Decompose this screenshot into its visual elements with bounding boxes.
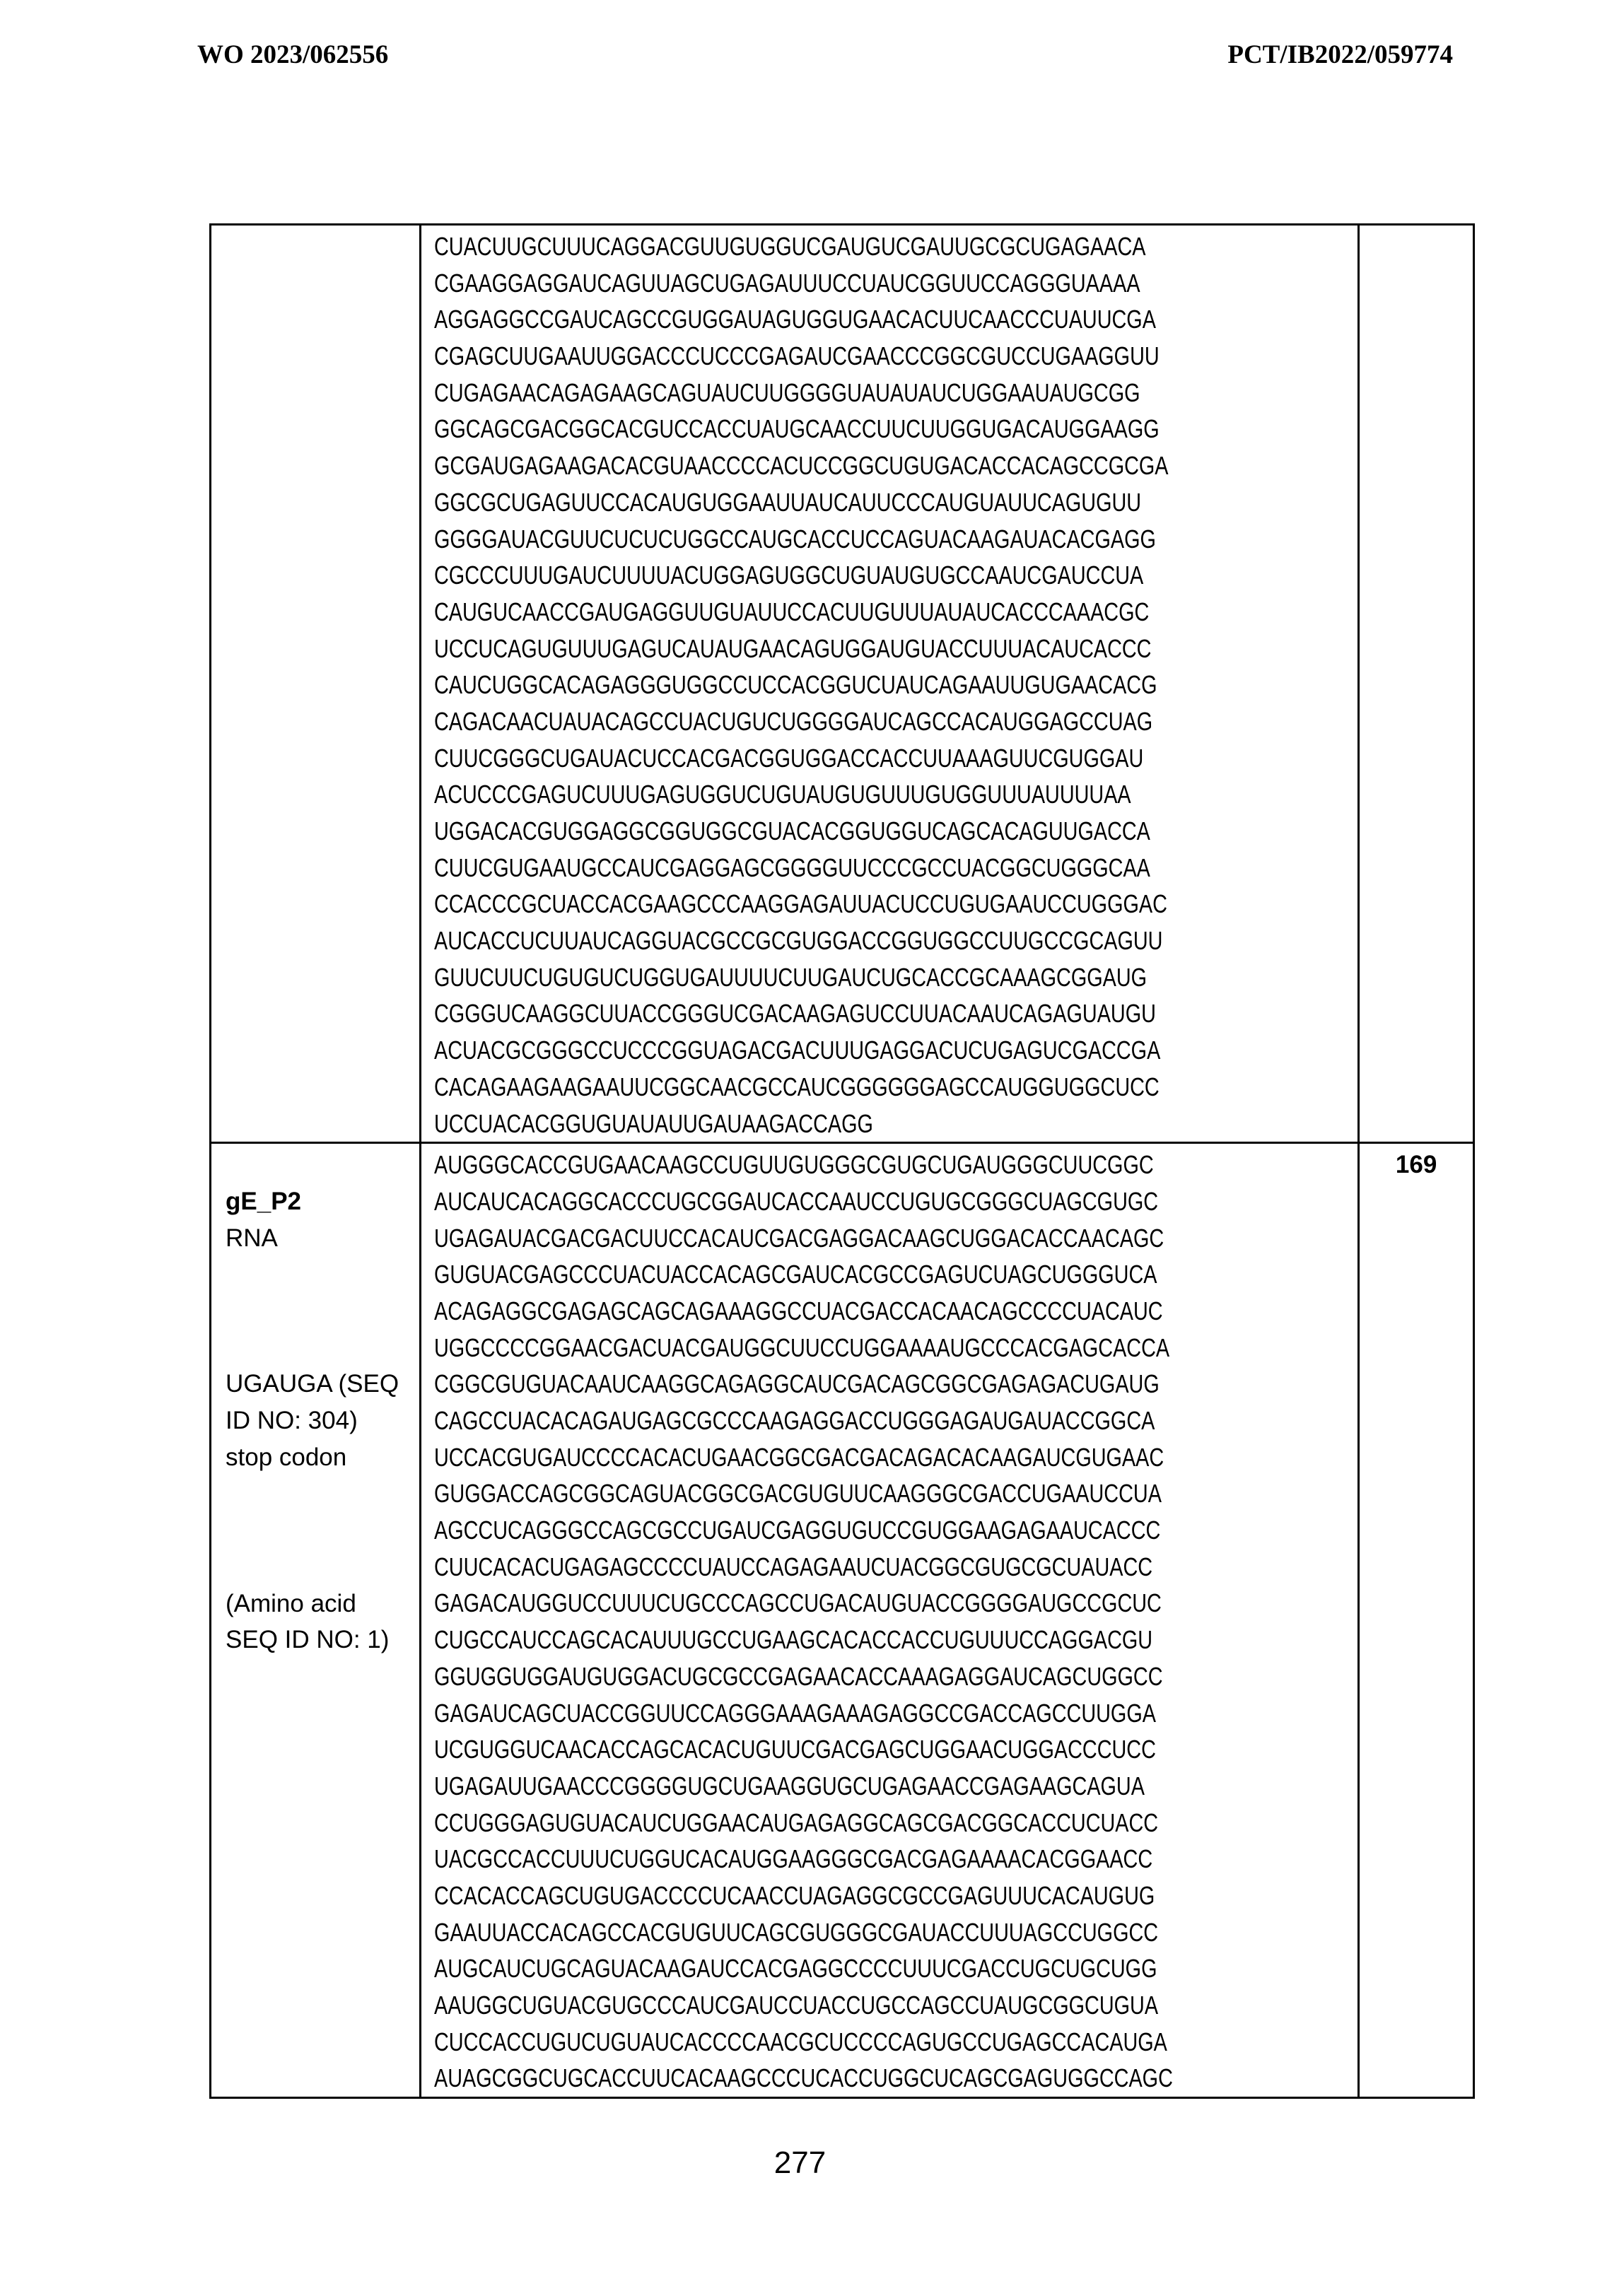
- sequence-line: ACUCCCGAGUCUUUGAGUGGUCUGUAUGUGUUUGUGGUUUAUUUUAA: [434, 776, 1173, 813]
- sequence-line: GCGAUGAGAAGACACGUAACCCCACUCCGGCUGUGACACCACAGCCGCGA: [434, 447, 1173, 484]
- sequence-line: CAUCUGGCACAGAGGGUGGCCUCCACGGUCUAUCAGAAUUGUGAACACG: [434, 667, 1173, 703]
- application-number: PCT/IB2022/059774: [1227, 40, 1453, 70]
- sequence-line: ACUACGCGGGCCUCCCGGUAGACGACUUUGAGGACUCUGAGUCGACCGA: [434, 1032, 1173, 1069]
- sequence-line: UCGUGGUCAACACCAGCACACUGUUCGACGAGCUGGAACUGGACCCUCC: [434, 1731, 1173, 1768]
- sequence-line: CCACACCAGCUGUGACCCCUCAACCUAGAGGCGCCGAGUUUCACAUGUG: [434, 1878, 1173, 1914]
- sequence-line: CCACCCGCUACCACGAAGCCCAAGGAGAUUACUCCUGUGAAUCCUGGGAC: [434, 886, 1173, 922]
- construct-name: gE_P2: [226, 1188, 301, 1215]
- sequence-line: UCCUACACGGUGUAUAUUGAUAAGACCAGG: [434, 1106, 1173, 1142]
- sequence-line: CGCCCUUUGAUCUUUUACUGGAGUGGCUGUAUGUGCCAAUCGAUCCUA: [434, 557, 1173, 594]
- sequence-line: CUUCGGGCUGAUACUCCACGACGGUGGACCACCUUAAAGUUCGUGGAU: [434, 740, 1173, 777]
- sequence-line: AGCCUCAGGGCCAGCGCCUGAUCGAGGUGUCCGUGGAAGAGAAUCACCC: [434, 1512, 1173, 1549]
- description-cell: [211, 225, 421, 1143]
- sequence-line: UACGCCACCUUUCUGGUCACAUGGAAGGGCGACGAGAAAACACGGAACC: [434, 1841, 1173, 1878]
- sequence-line: GAAUUACCACAGCCACGUGUUCAGCGUGGGCGAUACCUUUAGCCUGGCC: [434, 1914, 1173, 1951]
- sequence-line: CAGACAACUAUACAGCCUACUGUCUGGGGAUCAGCCACAUGGAGCCUAG: [434, 703, 1173, 740]
- sequence-line: UCCUCAGUGUUUGAGUCAUAUGAACAGUGGAUGUACCUUUACAUCACCC: [434, 631, 1173, 667]
- sequence-line: CUACUUGCUUUCAGGACGUUGUGGUCGAUGUCGAUUGCGCUGAGAACA: [434, 228, 1173, 265]
- sequence-line: CACAGAAGAAGAAUUCGGCAACGCCAUCGGGGGGAGCCAUGGUGGCUCC: [434, 1069, 1173, 1106]
- sequence-line: CAUGUCAACCGAUGAGGUUGUAUUCCACUUGUUUAUAUCACCCAAACGC: [434, 594, 1173, 631]
- sequence-line: AAUGGCUGUACGUGCCCAUCGAUCCUACCUGCCAGCCUAUGCGGCUGUA: [434, 1987, 1173, 2024]
- sequence-line: GUGGACCAGCGGCAGUACGGCGACGUGUUCAAGGGCGACCUGAAUCCUA: [434, 1475, 1173, 1512]
- seq-id-number: 169: [1360, 1147, 1473, 1183]
- sequence-line: AUAGCGGCUGCACCUUCACAAGCCCUCACCUGGCUCAGCGAGUGGCCAGC: [434, 2060, 1173, 2097]
- page-number: 277: [0, 2145, 1600, 2181]
- sequence-line: CGAAGGAGGAUCAGUUAGCUGAGAUUUCCUAUCGGUUCCAGGGUAAAA: [434, 265, 1173, 302]
- sequence-text: [421, 1147, 1357, 2097]
- sequence-cell: [421, 225, 1359, 1143]
- sequence-line: AUCAUCACAGGCACCCUGCGGAUCACCAAUCCUGUGCGGGCUAGCGUGC: [434, 1183, 1173, 1220]
- sequence-line: CGAGCUUGAAUUGGACCCUCCCGAGAUCGAACCCGGCGUCCUGAAGGUU: [434, 338, 1173, 375]
- description-cell: [211, 1143, 421, 2098]
- table-row: [211, 225, 1474, 1143]
- sequence-line: UGAGAUACGACGACUUCCACAUCGACGAGGACAAGCUGGACACCAACAGC: [434, 1220, 1173, 1257]
- amino-acid-note: (Amino acid SEQ ID NO: 1): [226, 1586, 419, 1658]
- molecule-type: RNA: [226, 1220, 419, 1257]
- sequence-line: CUUCGUGAAUGCCAUCGAGGAGCGGGGUUCCCGCCUACGGCUGGGCAA: [434, 850, 1173, 886]
- sequence-line: AUCACCUCUUAUCAGGUACGCCGCGUGGACCGGUGGCCUUGCCGCAGUU: [434, 922, 1173, 959]
- sequence-line: CUCCACCUGUCUGUAUCACCCCAACGCUCCCCAGUGCCUGAGCCACAUGA: [434, 2024, 1173, 2061]
- sequence-line: GAGACAUGGUCCUUUCUGCCCAGCCUGACAUGUACCGGGGAUGCCGCUC: [434, 1585, 1173, 1622]
- sequence-line: AGGAGGCCGAUCAGCCGUGGAUAGUGGUGAACACUUCAACCCUAUUCGA: [434, 301, 1173, 338]
- stop-codon-note: UGAUGA (SEQ ID NO: 304) stop codon: [226, 1366, 419, 1475]
- table-row: [211, 1143, 1474, 2098]
- sequence-line: GGUGGUGGAUGUGGACUGCGCCGAGAACACCAAAGAGGAUCAGCUGGCC: [434, 1658, 1173, 1695]
- sequence-line: UGGACACGUGGAGGCGGUGGCGUACACGGUGGUCAGCACAGUUGACCA: [434, 813, 1173, 850]
- sequence-line: UGAGAUUGAACCCGGGGUGCUGAAGGUGCUGAGAACCGAGAAGCAGUA: [434, 1768, 1173, 1805]
- sequence-line: GGCAGCGACGGCACGUCCACCUAUGCAACCUUCUUGGUGACAUGGAAGG: [434, 411, 1173, 447]
- sequence-line: AUGCAUCUGCAGUACAAGAUCCACGAGGCCCCUUUCGACCUGCUGCUGG: [434, 1950, 1173, 1987]
- sequence-line: GGCGCUGAGUUCCACAUGUGGAAUUAUCAUUCCCAUGUAUUCAGUGUU: [434, 484, 1173, 521]
- sequence-text: [421, 228, 1357, 1142]
- sequence-table: [209, 223, 1475, 2099]
- publication-number: WO 2023/062556: [197, 40, 388, 70]
- sequence-line: CAGCCUACACAGAUGAGCGCCCAAGAGGACCUGGGAGAUGAUACCGGCA: [434, 1402, 1173, 1439]
- seq-id-cell: [1359, 1143, 1474, 2098]
- sequence-line: UCCACGUGAUCCCCACACUGAACGGCGACGACAGACACAAGAUCGUGAAC: [434, 1439, 1173, 1476]
- sequence-line: CUGCCAUCCAGCACAUUUGCCUGAAGCACACCACCUGUUUCCAGGACGU: [434, 1622, 1173, 1658]
- sequence-line: GGGGAUACGUUCUCUCUGGCCAUGCACCUCCAGUACAAGAUACACGAGG: [434, 521, 1173, 558]
- sequence-line: ACAGAGGCGAGAGCAGCAGAAAGGCCUACGACCACAACAGCCCCUACAUC: [434, 1293, 1173, 1330]
- sequence-line: CGGCGUGUACAAUCAAGGCAGAGGCAUCGACAGCGGCGAGAGACUGAUG: [434, 1366, 1173, 1402]
- sequence-line: CUUCACACUGAGAGCCCCUAUCCAGAGAAUCUACGGCGUGCGCUAUACC: [434, 1549, 1173, 1586]
- sequence-line: CGGGUCAAGGCUUACCGGGUCGACAAGAGUCCUUACAAUCAGAGUAUGU: [434, 995, 1173, 1032]
- sequence-cell: [421, 1143, 1359, 2098]
- sequence-line: GUUCUUCUGUGUCUGGUGAUUUUCUUGAUCUGCACCGCAAAGCGGAUG: [434, 959, 1173, 996]
- sequence-line: CCUGGGAGUGUACAUCUGGAACAUGAGAGGCAGCGACGGCACCUCUACC: [434, 1805, 1173, 1841]
- sequence-line: AUGGGCACCGUGAACAAGCCUGUUGUGGGCGUGCUGAUGGGCUUCGGC: [434, 1147, 1173, 1183]
- sequence-line: CUGAGAACAGAGAAGCAGUAUCUUGGGGUAUAUAUCUGGAAUAUGCGG: [434, 375, 1173, 411]
- sequence-line: UGGCCCCGGAACGACUACGAUGGCUUCCUGGAAAAUGCCCACGAGCACCA: [434, 1330, 1173, 1366]
- sequence-line: GUGUACGAGCCCUACUACCACAGCGAUCACGCCGAGUCUAGCUGGGUCA: [434, 1256, 1173, 1293]
- sequence-line: GAGAUCAGCUACCGGUUCCAGGGAAAGAAAGAGGCCGACCAGCCUUGGA: [434, 1695, 1173, 1732]
- seq-id-cell: [1359, 225, 1474, 1143]
